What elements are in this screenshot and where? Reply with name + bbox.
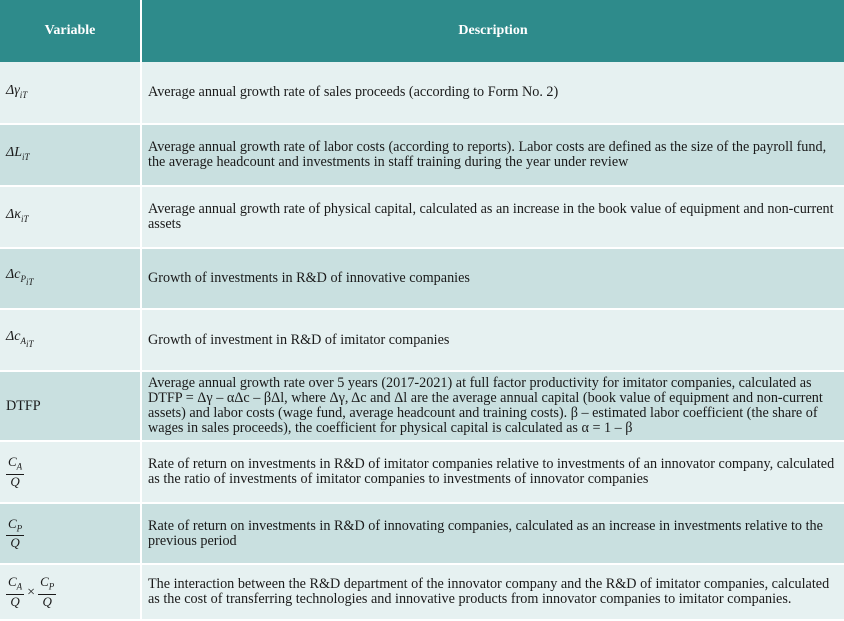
description-cell: Growth of investment in R&D of imitator companies	[141, 309, 844, 371]
description-cell: Rate of return on investments in R&D of imitator companies relative to investments of an innovator company, calculated as the ratio of investments of imitator companies to investments of innovator companies	[141, 441, 844, 503]
table-row	[0, 248, 844, 309]
table-row	[0, 441, 844, 503]
table-row	[0, 62, 844, 124]
table-row	[0, 186, 844, 248]
variable-cell: $\Delta\gamma_{iT}$	[0, 62, 141, 124]
table-row	[0, 309, 844, 371]
fraction: $\frac{C_A}{Q}$	[8, 454, 23, 489]
fraction: $\frac{C_A}{Q}$	[8, 574, 23, 609]
fraction: $\frac{C_P}{Q}$	[40, 574, 55, 609]
description-cell: Rate of return on investments in R&D of innovating companies, calculated as an increase in investments relative to the previous period	[141, 503, 844, 564]
variable-cell: $\Delta c_{A_{iT}}$	[0, 309, 141, 371]
description-cell: Average annual growth rate of labor costs (according to reports). Labor costs are defined as the size of the payroll fund, the average headcount and investments in staff training during the year under review	[141, 124, 844, 186]
description-cell: Growth of investments in R&D of innovative companies	[141, 248, 844, 309]
description-cell: Average annual growth rate of physical capital, calculated as an increase in the book value of equipment and non-current assets	[141, 186, 844, 248]
times-sign: ×	[27, 584, 36, 600]
variable-cell: $\Delta c_{P_{iT}}$	[0, 248, 141, 309]
fraction: $\frac{C_P}{Q}$	[8, 515, 23, 551]
header-variable: Variable	[0, 0, 141, 62]
description-cell: Average annual growth rate over 5 years (2017-2021) at full factor productivity for imitator companies, calculated as DTFP = Δγ – αΔc – βΔl, where Δγ, Δc and Δl are the average annual capital (book value of equipment and non-current assets) and labor costs (wage fund, average headcount and training costs). β – estimated labor coefficient (the share of wages in sales proceeds), the coefficient for physical capital is calculated as α = 1 – β	[141, 371, 844, 441]
table-header-row	[0, 0, 844, 62]
table-row	[0, 124, 844, 186]
header-description: Description	[141, 0, 844, 62]
variable-cell: $\Delta L_{iT}$	[0, 124, 141, 186]
variable-cell	[0, 503, 141, 564]
description-cell: Average annual growth rate of sales proceeds (according to Form No. 2)	[141, 62, 844, 124]
description-cell: The interaction between the R&D department of the innovator company and the R&D of imitator companies, calculated as the cost of transferring technologies and innovative products from innovator companies to imitator companies.	[141, 564, 844, 620]
variable-cell	[0, 441, 141, 503]
variable-cell	[0, 564, 141, 620]
table-row	[0, 503, 844, 564]
variable-cell: $\Delta\kappa_{iT}$	[0, 186, 141, 248]
variable-cell: DTFP	[0, 371, 141, 441]
table-row	[0, 371, 844, 441]
table-row	[0, 564, 844, 620]
